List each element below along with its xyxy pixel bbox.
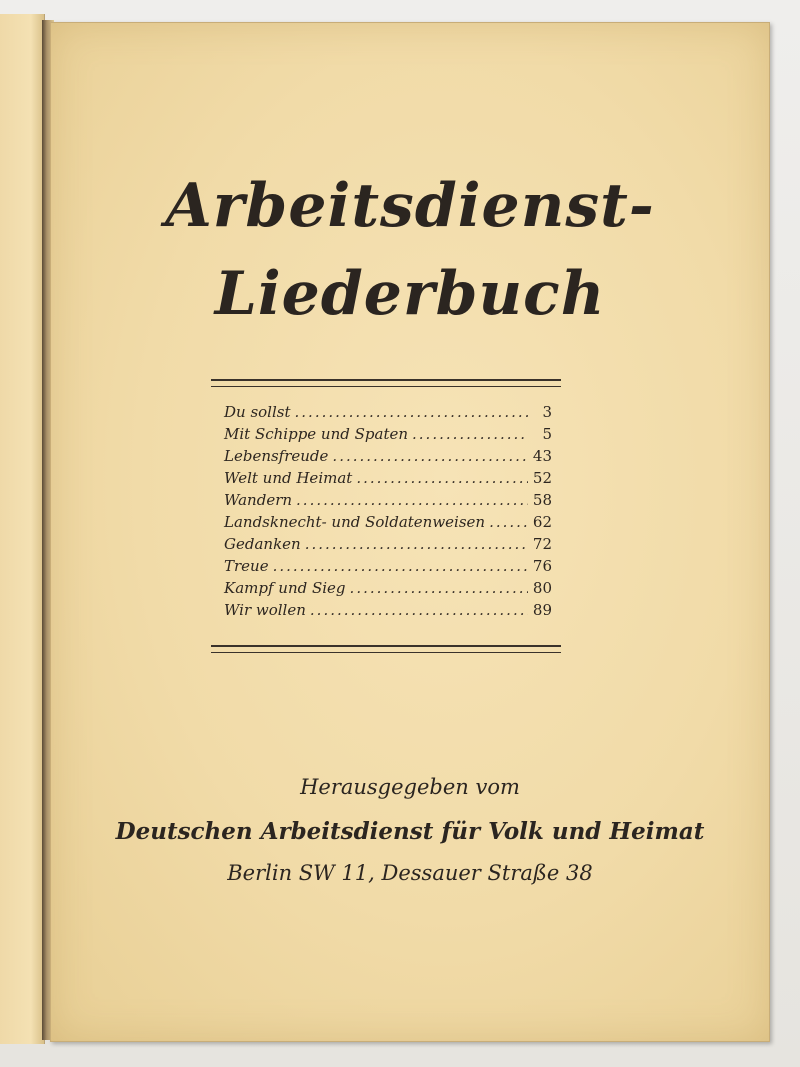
publisher-address: Berlin SW 11, Dessauer Straße 38 xyxy=(227,861,593,885)
toc-entry xyxy=(224,601,552,623)
toc-leader-dots xyxy=(332,447,528,465)
toc-entry xyxy=(224,491,552,513)
toc-entry-page: 62 xyxy=(532,513,552,531)
table-of-contents xyxy=(224,403,552,623)
book-title-line-1: Arbeitsdienst- xyxy=(165,171,655,241)
toc-entry xyxy=(224,557,552,579)
toc-entry-page: 76 xyxy=(532,557,552,575)
toc-entry-title: Kampf und Sieg xyxy=(224,579,346,597)
toc-leader-dots xyxy=(489,513,528,531)
toc-leader-dots xyxy=(350,579,528,597)
toc-entry xyxy=(224,535,552,557)
toc-entry-page: 80 xyxy=(532,579,552,597)
toc-leader-dots xyxy=(296,491,528,509)
publisher-name: Deutschen Arbeitsdienst für Volk und Heimat xyxy=(115,818,705,845)
toc-entry-page: 3 xyxy=(542,403,552,421)
toc-entry xyxy=(224,447,552,469)
divider-rule-bottom xyxy=(211,645,561,653)
publisher-intro: Herausgegeben vom xyxy=(300,775,520,799)
toc-entry-title: Du sollst xyxy=(224,403,291,421)
toc-leader-dots xyxy=(305,535,528,553)
toc-entry-title: Welt und Heimat xyxy=(224,469,353,487)
toc-entry-title: Mit Schippe und Spaten xyxy=(224,425,409,443)
toc-entry xyxy=(224,403,552,425)
toc-entry-title: Treue xyxy=(224,557,269,575)
toc-entry-title: Wandern xyxy=(224,491,293,509)
toc-entry xyxy=(224,425,552,447)
toc-entry xyxy=(224,513,552,535)
divider-rule-top xyxy=(211,379,561,387)
toc-leader-dots xyxy=(310,601,528,619)
toc-entry-title: Gedanken xyxy=(224,535,301,553)
toc-leader-dots xyxy=(295,403,528,421)
toc-entry xyxy=(224,579,552,601)
toc-entry-page: 5 xyxy=(542,425,552,443)
book-title-line-2: Liederbuch xyxy=(214,259,606,329)
left-page-edge xyxy=(0,14,45,1044)
toc-entry xyxy=(224,469,552,491)
toc-leader-dots xyxy=(412,425,528,443)
toc-leader-dots xyxy=(356,469,528,487)
toc-entry-page: 43 xyxy=(532,447,552,465)
toc-entry-page: 58 xyxy=(532,491,552,509)
toc-entry-page: 72 xyxy=(532,535,552,553)
title-page xyxy=(50,22,770,1042)
toc-entry-page: 89 xyxy=(532,601,552,619)
toc-entry-title: Lebensfreude xyxy=(224,447,329,465)
toc-leader-dots xyxy=(273,557,528,575)
toc-entry-title: Landsknecht- und Soldatenweisen xyxy=(224,513,486,531)
toc-entry-title: Wir wollen xyxy=(224,601,306,619)
toc-entry-page: 52 xyxy=(532,469,552,487)
